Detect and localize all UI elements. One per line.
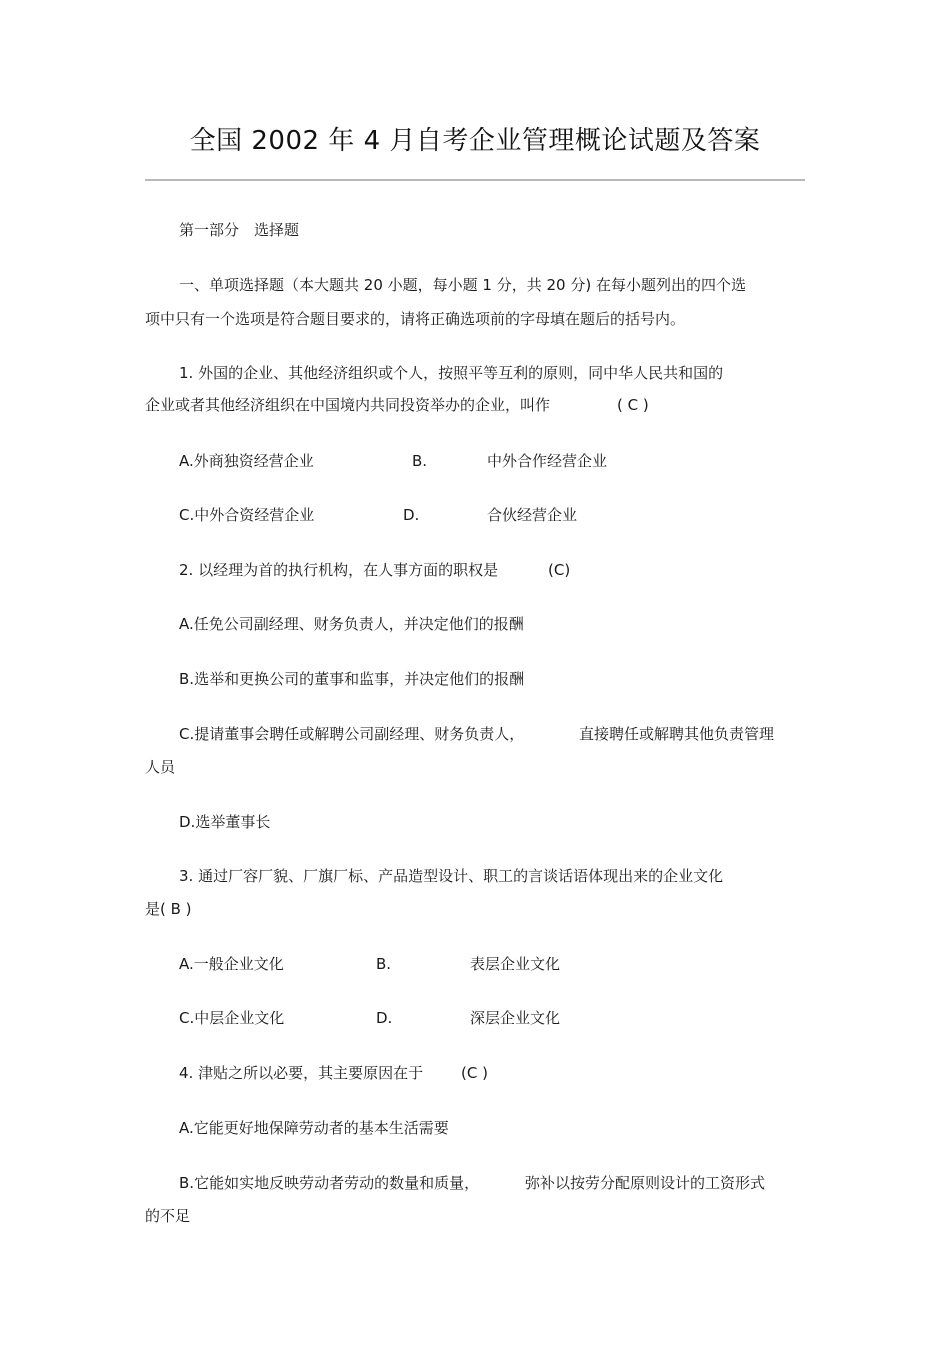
question-4-option-a <box>179 1118 449 1138</box>
question-4-stem: 4. 津贴之所以必要，其主要原因在于 <box>179 1064 424 1082</box>
option-key: A. <box>179 955 194 973</box>
question-2-stem: 2. 以经理为首的执行机构，在人事方面的职权是 <box>179 561 499 579</box>
question-1-option-b-key: B. <box>412 452 428 470</box>
question-3-option-c <box>179 1008 284 1028</box>
option-key: C. <box>179 725 195 743</box>
question-2-option-d <box>179 812 270 832</box>
question-3-option-d-text: 深层企业文化 <box>470 1009 561 1027</box>
question-2-option-c-line1-tail: 直接聘任或解聘其他负责管理 <box>579 725 775 743</box>
question-1-option-d-key: D. <box>403 506 420 524</box>
question-2-option-c-line2: 人员 <box>145 758 176 776</box>
question-4-option-b-line1 <box>179 1173 479 1193</box>
option-text: 一般企业文化 <box>193 955 284 973</box>
option-text: 它能更好地保障劳动者的基本生活需要 <box>193 1119 449 1137</box>
question-3-stem-line2: 是( B ) <box>145 900 192 918</box>
title-divider <box>145 179 805 181</box>
question-1-option-b-text: 中外合作经营企业 <box>487 452 608 470</box>
option-text: 任免公司副经理、财务负责人，并决定他们的报酬 <box>193 615 524 633</box>
question-3-option-a <box>179 954 284 974</box>
question-3-option-b-text: 表层企业文化 <box>470 955 561 973</box>
document-title: 全国 2002 年 4 月自考企业管理概论试题及答案 <box>189 126 761 156</box>
question-2-option-b <box>179 669 524 689</box>
option-text: 选举董事长 <box>195 813 271 831</box>
option-text: 外商独资经营企业 <box>193 452 314 470</box>
question-4-option-b-line1-tail: 弥补以按劳分配原则设计的工资形式 <box>525 1174 766 1192</box>
option-key: D. <box>179 813 196 831</box>
question-1-option-d-text: 合伙经营企业 <box>487 506 578 524</box>
question-4-option-b-line2: 的不足 <box>145 1207 191 1225</box>
question-1-option-a <box>179 451 314 471</box>
question-3-stem-line1: 3. 通过厂容厂貌、厂旗厂标、产品造型设计、职工的言谈话语体现出来的企业文化 <box>179 867 724 885</box>
question-1-stem-line1: 1. 外国的企业、其他经济组织或个人，按照平等互利的原则，同中华人民共和国的 <box>179 364 724 382</box>
option-key: A. <box>179 1119 194 1137</box>
question-1-option-c <box>179 505 314 525</box>
option-text: 中层企业文化 <box>194 1009 285 1027</box>
question-2-option-a <box>179 614 524 634</box>
question-2-option-c-line1 <box>179 724 524 744</box>
option-text: 提请董事会聘任或解聘公司副经理、财务负责人， <box>194 725 525 743</box>
option-text: 中外合资经营企业 <box>194 506 315 524</box>
option-key: B. <box>179 670 195 688</box>
question-1-answer: ( C ) <box>617 396 649 414</box>
option-text: 它能如实地反映劳动者劳动的数量和质量， <box>194 1174 480 1192</box>
option-key: B. <box>179 1174 195 1192</box>
question-1-stem-line2: 企业或者其他经济组织在中国境内共同投资举办的企业，叫作 <box>145 396 551 414</box>
option-key: C. <box>179 506 195 524</box>
option-text: 选举和更换公司的董事和监事，并决定他们的报酬 <box>194 670 525 688</box>
option-key: C. <box>179 1009 195 1027</box>
question-3-option-b-key: B. <box>376 955 392 973</box>
question-3-option-d-key: D. <box>376 1009 393 1027</box>
option-key: A. <box>179 615 194 633</box>
question-2-answer: (C) <box>548 561 571 579</box>
section-intro-line1: 一、单项选择题（本大题共 20 小题，每小题 1 分，共 20 分) 在每小题列出的四个选 <box>179 276 746 294</box>
section-intro-line2: 项中只有一个选项是符合题目要求的，请将正确选项前的字母填在题后的括号内。 <box>145 310 686 328</box>
option-key: A. <box>179 452 194 470</box>
part-heading: 第一部分 选择题 <box>179 221 300 239</box>
question-4-answer: (C ) <box>461 1064 488 1082</box>
